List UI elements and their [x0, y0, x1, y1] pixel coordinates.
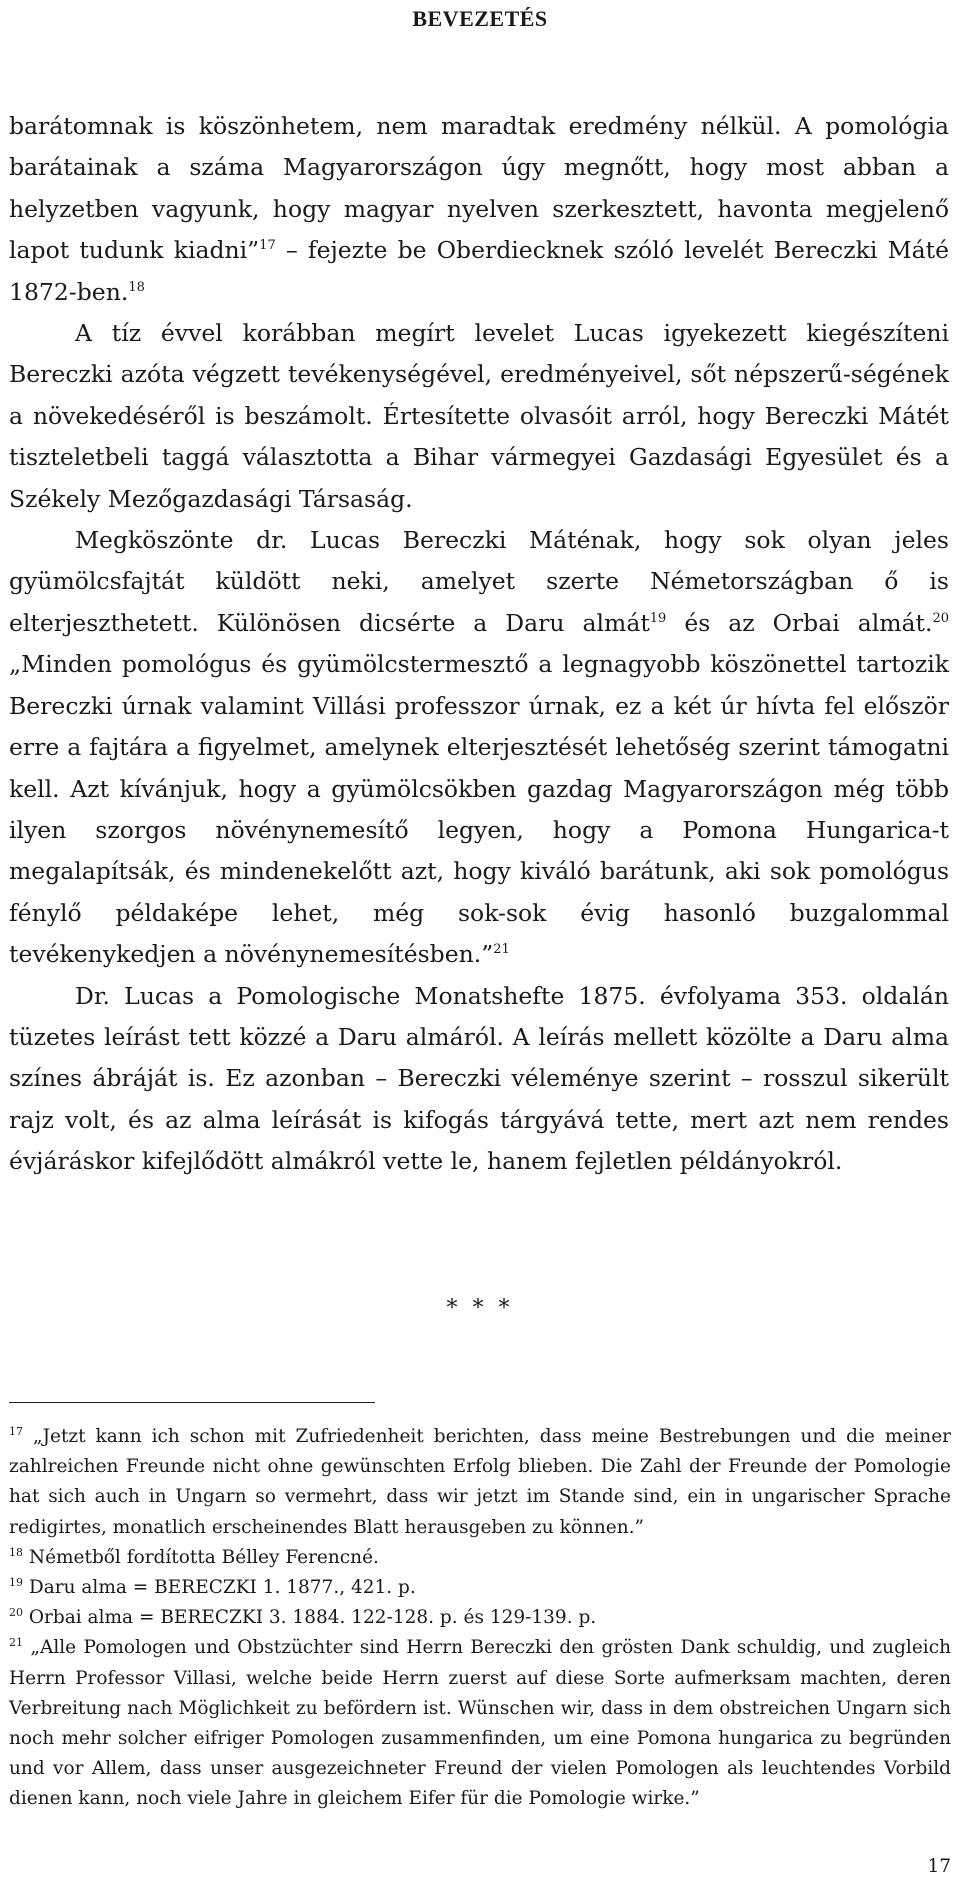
paragraph-3	[9, 520, 949, 975]
footnote-number: 17	[9, 1425, 23, 1438]
paragraph-3-text-a: Megköszönte dr. Lucas Bereczki Máténak, hogy sok olyan jeles gyümölcsfajtát küldött neki, amelyet szerte Németországban ő is elterjeszthetett. Különösen dicsérte a Daru almát	[9, 526, 949, 637]
footnote-ref-19[interactable]: 19	[649, 610, 667, 626]
body-text	[9, 106, 949, 1183]
footnote-text: Daru alma = BERECZKI 1. 1877., 421. p.	[23, 1577, 416, 1599]
footnote-19	[9, 1573, 951, 1603]
paragraph-2-text: A tíz évvel korábban megírt levelet Lucas igyekezett kiegészíteni Bereczki azóta végzett tevékenységével, eredményeivel, sőt népszerű-ségének a növekedéséről is beszámolt. Értesítette olvasóit arról, hogy Bereczki Mátét tiszteletbeli taggá választotta a Bihar vármegyei Gazdasági Egyesület és a Székely Mezőgazdasági Társaság.	[9, 319, 949, 513]
paragraph-3-text-b: és az Orbai almát.	[666, 608, 933, 637]
footnote-ref-20[interactable]: 20	[932, 610, 949, 626]
footnote-ref-17[interactable]: 17	[259, 238, 276, 254]
footnote-20	[9, 1603, 951, 1633]
footnote-text: „Alle Pomologen und Obstzüchter sind Herrn Bereczki den grösten Dank schuldig, und zugleich Herrn Professor Villasi, welche beide Herrn zuerst auf diese Sorte aufmerksam machten, deren Verbreitung nach Möglichkeit zu befördern ist. Wünschen wir, dass in dem obstreichen Ungarn sich noch mehr solcher eifriger Pomologen zusammenfinden, um eine Pomona hungarica zu begründen und vor Allem, dass unser ausgezeichneter Freund der vielen Pomologen als leuchtendes Vorbild dienen kann, noch viele Jahre in gleichem Eifer für die Pomologie wirke.”	[9, 1637, 951, 1810]
footnote-number: 21	[9, 1636, 23, 1650]
footnote-number: 19	[9, 1576, 23, 1590]
paragraph-4	[9, 976, 949, 1183]
paragraph-2	[9, 313, 949, 520]
footnote-number: 20	[9, 1606, 23, 1620]
footnote-21	[9, 1633, 951, 1814]
footnote-text: Németből fordította Bélley Ferencné.	[23, 1546, 379, 1568]
paragraph-3-text-c: „Minden pomológus és gyümölcstermesztő a legnagyobb köszönettel tartozik Bereczki úrnak valamint Villási professzor úrnak, ez a két úr hívta fel először erre a fajtára a figyelmet, amelynek elterjesztését lehetőség szerint támogatni kell. Azt kívánjuk, hogy a gyümölcsökben gazdag Magyarországon még több ilyen szorgos növénynemesítő legyen, hogy a Pomona Hungarica-t megalapítsák, és mindenekelőtt azt, hogy kiváló barátunk, aki sok pomológus fénylő példaképe lehet, még sok-sok évig hasonló buzgalommal tevékenykedjen a növénynemesítésben.”	[9, 650, 949, 969]
paragraph-1-text-b: – fejezte be Oberdiecknek szóló levelét Bereczki Máté 1872-ben.	[9, 236, 949, 306]
section-separator: * * *	[446, 1296, 514, 1321]
footnote-divider	[9, 1402, 375, 1403]
footnote-ref-18[interactable]: 18	[128, 279, 145, 295]
footnote-18	[9, 1543, 951, 1573]
page-number: 17	[927, 1856, 951, 1877]
footnote-number: 18	[9, 1545, 23, 1559]
footnote-ref-21[interactable]: 21	[493, 942, 510, 958]
footnote-17	[9, 1422, 951, 1543]
running-header: BEVEZETÉS	[412, 6, 548, 31]
footnote-text: Orbai alma = BERECZKI 3. 1884. 122-128. p. és 129-139. p.	[23, 1607, 597, 1629]
paragraph-4-text: Dr. Lucas a Pomologische Monatshefte 1875. évfolyama 353. oldalán tüzetes leírást tett közzé a Daru almáról. A leírás mellett közölte a Daru alma színes ábráját is. Ez azonban – Bereczki véleménye szerint – rosszul sikerült rajz volt, és az alma leírását is kifogás tárgyává tette, mert azt nem rendes évjáráskor kifejlődött almákról vette le, hanem fejletlen példányokról.	[9, 981, 949, 1176]
footnote-text: „Jetzt kann ich schon mit Zufriedenheit berichten, dass meine Bestrebungen und die meiner zahlreichen Freunde nicht ohne gewünschten Erfolg blieben. Die Zahl der Freunde der Pomologie hat sich auch in Ungarn so vermehrt, dass wir jetzt im Stande sind, ein in ungarischer Sprache redigirtes, monatlich erscheinendes Blatt herausgeben zu können.”	[9, 1426, 951, 1538]
paragraph-1	[9, 106, 949, 313]
paragraph-1-text-a: barátomnak is köszönhetem, nem maradtak eredmény nélkül. A pomológia barátainak a száma Magyarországon úgy megnőtt, hogy most abban a helyzetben vagyunk, hogy magyar nyelven szerkesztett, havonta megjelenő lapot tudunk kiadni”	[9, 112, 949, 265]
footnotes	[9, 1422, 951, 1815]
